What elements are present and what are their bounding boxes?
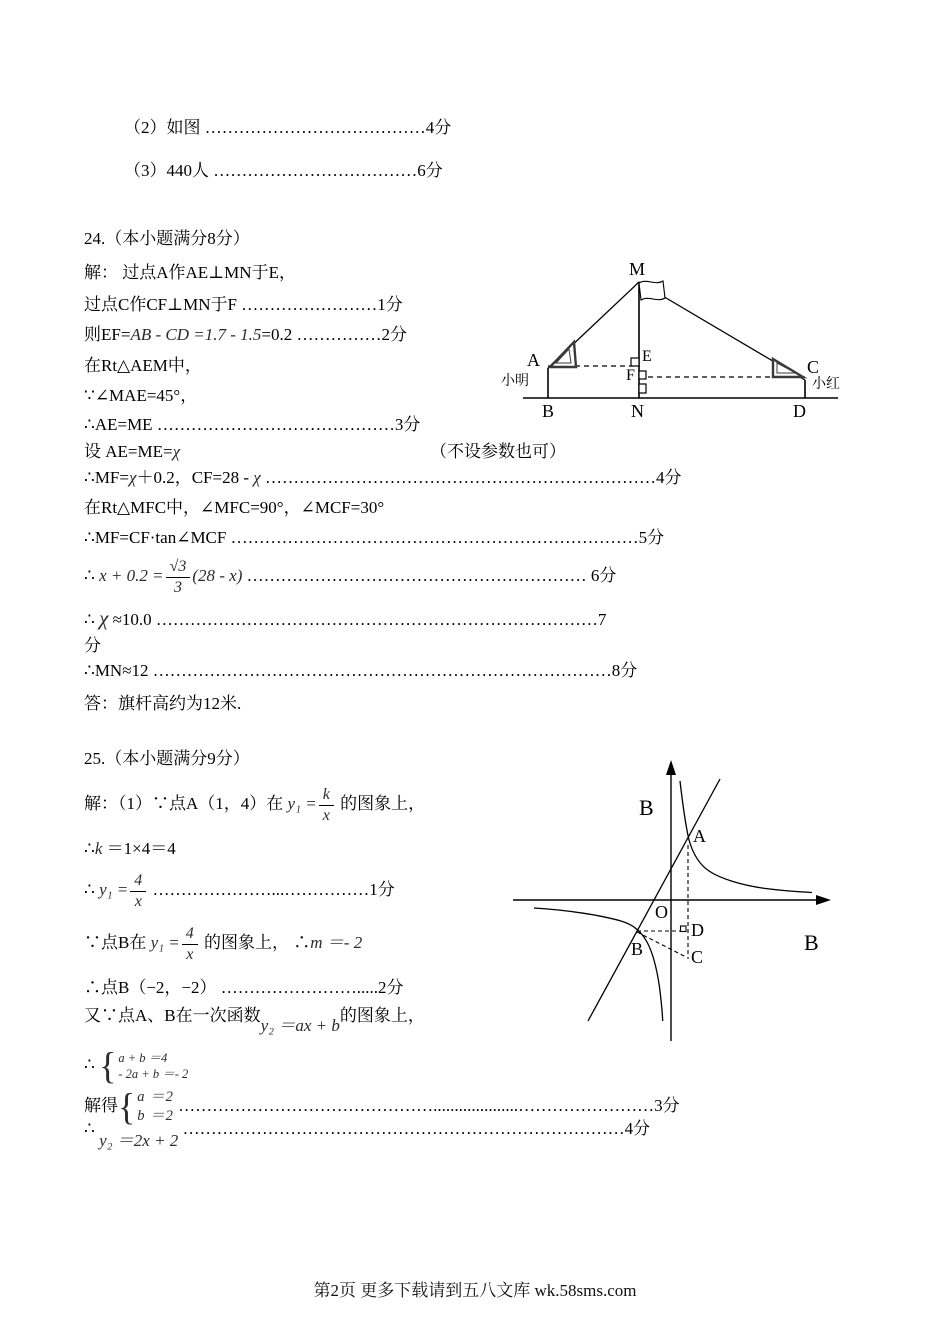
eq-right: (28 - x)	[192, 566, 243, 585]
mf-chi1: χ	[128, 468, 137, 487]
answer-2-leader: …………………………………4分	[200, 118, 452, 137]
answer-3-text: （3）440人	[124, 161, 209, 180]
x-axis-arrow	[816, 895, 831, 905]
label-e: E	[642, 348, 652, 365]
label-point-c: C	[691, 947, 704, 967]
eq-leader: …………………………………………………… 6分	[242, 566, 617, 585]
label-point-a: A	[693, 826, 706, 846]
label-c: C	[807, 357, 820, 377]
q25-line-4	[84, 925, 362, 963]
q24-line-fen: 分	[84, 636, 101, 655]
she-text: 设 AE=ME=	[84, 442, 173, 461]
fraction-denominator: 3	[173, 578, 182, 596]
answer-item-3	[124, 160, 443, 181]
dashed-b-to-c	[637, 932, 686, 957]
q25-line-1	[84, 786, 425, 824]
l6-suffix: 的图象上，	[339, 1006, 425, 1025]
y-axis-arrow	[666, 760, 676, 775]
l4-mid: 的图象上， ∴	[199, 933, 311, 952]
q24-line-cf: 过点C作CF⊥MN于F ……………………1分	[84, 295, 403, 314]
flag-shape	[639, 281, 665, 300]
label-m: M	[629, 259, 646, 279]
q24-line-aeme: ∴AE=ME ……………………………………3分	[84, 415, 421, 434]
point-d-marker	[681, 926, 687, 932]
q25-line-2	[84, 838, 176, 859]
label-xiaoming: 小明	[501, 374, 529, 389]
q24-line-mae: ∵∠MAE=45°，	[84, 386, 198, 405]
answer-3-leader: ………………………………6分	[209, 161, 443, 180]
q24-line-mf	[84, 467, 682, 488]
page-footer: 第2页 更多下载请到五八文库 wk.58sms.com	[313, 1281, 637, 1300]
tan-text: ∴MF=CF·tan∠MCF	[84, 528, 227, 547]
equation-system-2: { a ＝2 b ＝2	[118, 1085, 174, 1128]
four-over-x-fraction-2: $\frac{4}{x}$	[180, 925, 200, 963]
q24-line-x-value	[84, 605, 606, 631]
q24-line-jie: 解： 过点A作AE⊥MN于E，	[84, 263, 296, 282]
eq-left: x + 0.2 =	[99, 566, 164, 585]
k-over-x-fraction: $\frac{k}{x}$	[317, 786, 336, 824]
ef-prefix: 则EF=	[84, 325, 131, 344]
q25-figure-hyperbola-graph	[500, 755, 845, 1045]
l6-formula: y₂ ＝ax + b	[260, 1016, 340, 1035]
eq-sym: ∴	[84, 566, 100, 585]
left-brace: {	[118, 1085, 136, 1128]
label-n: N	[631, 401, 644, 421]
equation-system-1: { a + b ＝4 - 2a + b ＝- 2	[99, 1045, 189, 1087]
right-angle-mark-e	[631, 358, 639, 366]
mn-text: ∴MN≈12	[84, 661, 149, 680]
l2-k: k	[94, 839, 103, 858]
q24-line-ef	[84, 324, 407, 345]
q25-line-5: ∴点B（−2，−2） …………………….....2分	[84, 978, 404, 997]
l4-value: ＝- 2	[322, 933, 363, 952]
q24-line-equation	[84, 558, 616, 596]
l1-suffix: 的图象上，	[335, 794, 426, 813]
right-angle-mark-f	[639, 371, 646, 379]
q24-line-note: （不设参数也可）	[430, 442, 566, 461]
mf-leader: ……………………………………………………………4分	[260, 468, 682, 487]
x-leader: ……………………………………………………………………7	[151, 610, 607, 629]
l4-m: m	[310, 933, 323, 952]
fraction-numerator: √3	[166, 558, 191, 578]
l3-leader: …………………...……………1分	[148, 880, 395, 899]
q25-title: 25.（本小题满分9分）	[84, 749, 250, 768]
answer-2-text: （2）如图	[124, 118, 201, 137]
l2-sym: ∴	[84, 839, 95, 858]
l4-y1: y₁ =	[150, 933, 180, 952]
four-over-x-fraction: $\frac{4}{x}$	[128, 872, 148, 910]
q24-line-rt-mfc: 在Rt△MFC中，∠MFC=90°，∠MCF=30°	[84, 498, 385, 517]
left-brace: {	[99, 1045, 117, 1087]
label-xiaohong: 小红	[812, 377, 840, 392]
label-point-b: B	[631, 939, 644, 959]
label-point-d: D	[691, 920, 704, 940]
label-b: B	[542, 401, 555, 421]
label-f: F	[626, 367, 635, 384]
x-val: ≈10.0	[108, 610, 152, 629]
right-angle-mark-n	[639, 384, 646, 393]
hyperbola-branch-q3	[534, 908, 663, 1021]
label-axis-top: B	[639, 795, 654, 820]
q24-title: 24.（本小题满分8分）	[84, 229, 250, 248]
ef-formula: AB - CD =1.7 - 1.5	[130, 325, 262, 344]
label-origin-o: O	[655, 902, 668, 922]
q24-line-mn	[84, 660, 637, 681]
q25-line-7-system	[84, 1045, 189, 1087]
answer-item-2	[124, 117, 451, 138]
l9-sym: ∴	[84, 1119, 100, 1138]
she-chi: χ	[172, 442, 181, 461]
q24-line-tan	[84, 527, 664, 548]
label-d: D	[793, 401, 806, 421]
q24-answer-line: 答：旗杆高约为12米.	[84, 694, 242, 713]
l1-y1: y₁ =	[287, 794, 317, 813]
label-axis-right: B	[804, 930, 819, 955]
mf-chi2: χ	[253, 468, 261, 487]
l2-value: ＝1×4＝4	[102, 839, 176, 858]
q24-line-she	[84, 441, 180, 462]
l8-leader: ………………………………………....................……………………3分	[173, 1095, 680, 1115]
tan-leader: ………………………………………………………………5分	[226, 528, 665, 547]
q24-figure-flagpole-diagram	[500, 250, 860, 425]
q25-line-9	[84, 1118, 651, 1150]
l4-prefix: ∵点B在	[84, 933, 151, 952]
q25-line-3	[84, 872, 395, 910]
l8-prefix: 解得	[84, 1095, 118, 1115]
l1-text: 解：（1）∵点A（1，4）在	[84, 794, 288, 813]
l3-y1: y₁ =	[99, 880, 129, 899]
label-a: A	[527, 350, 540, 370]
sqrt3-over-3-fraction	[164, 558, 193, 596]
q24-line-rt-aem: 在Rt△AEM中，	[84, 356, 202, 375]
x-chi: χ	[99, 606, 109, 630]
x-sym: ∴	[84, 610, 100, 629]
l7-sym: ∴	[84, 1054, 100, 1074]
mf-b: ＋0.2，CF=28 -	[136, 468, 254, 487]
q25-line-6	[84, 1005, 425, 1035]
l9-formula: y₂ ＝2x + 2	[99, 1131, 179, 1150]
l9-leader: ……………………………………………………………………4分	[178, 1119, 651, 1138]
mn-leader: ………………………………………………………………………8分	[148, 661, 638, 680]
mf-a: ∴MF=	[84, 468, 129, 487]
l6-prefix: 又∵点A、B在一次函数	[84, 1006, 261, 1025]
l3-sym: ∴	[84, 880, 100, 899]
ef-suffix: =0.2 ……………2分	[261, 325, 407, 344]
